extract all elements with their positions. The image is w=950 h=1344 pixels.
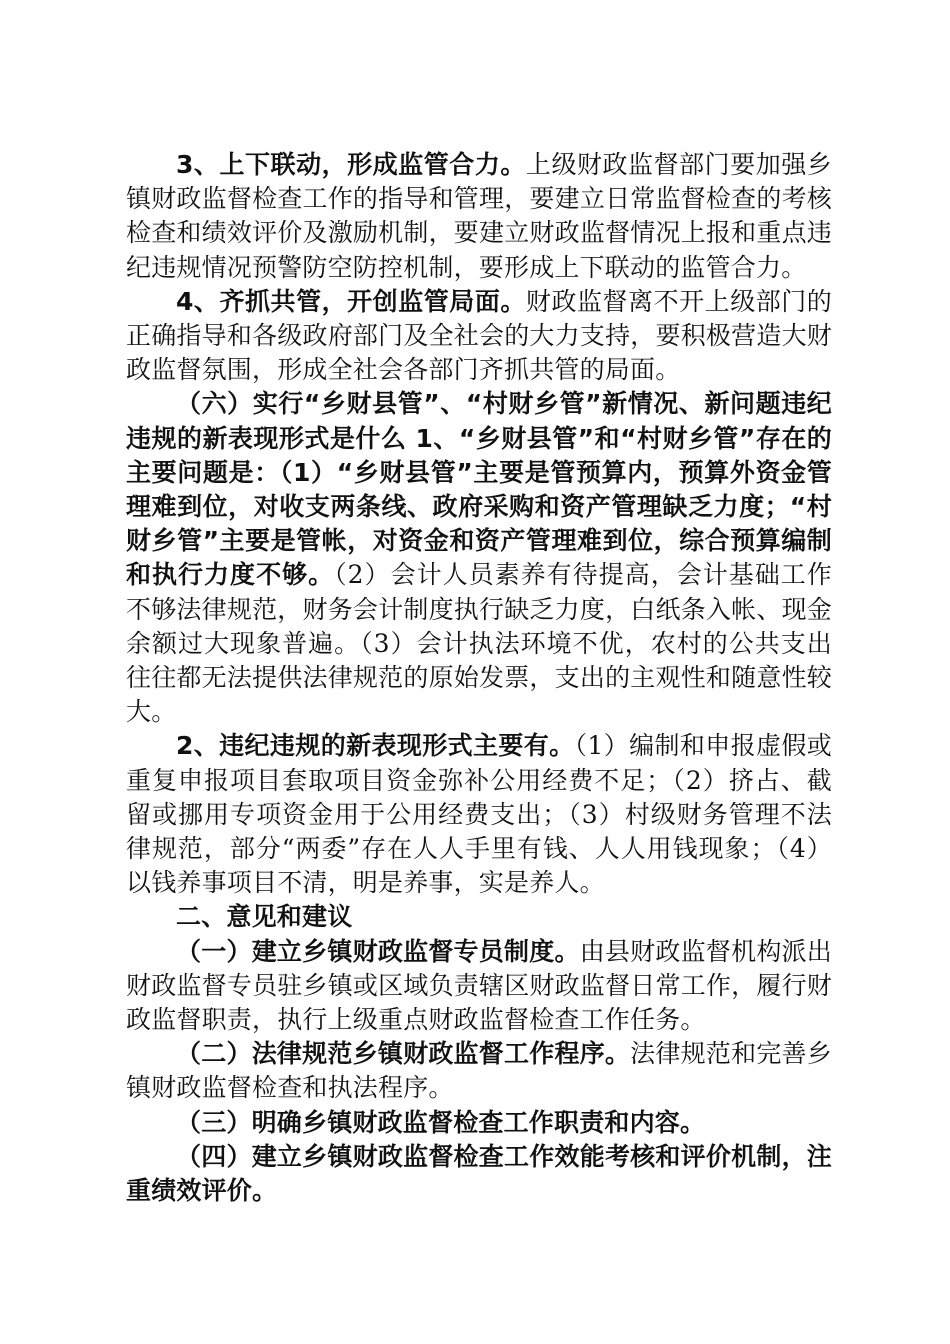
paragraph-suggestion-one — [126, 935, 832, 1038]
paragraph-section-six — [126, 387, 832, 729]
paragraph-joint-management — [126, 285, 832, 388]
paragraph-heading: （二）法律规范乡镇财政监督工作程序。 — [176, 1039, 631, 1069]
paragraph-heading: （一）建立乡镇财政监督专员制度。 — [176, 936, 580, 966]
paragraph-text: （1）编制和申报虚假或重复申报项目套取项目资金弥补公用经费不足；（2）挤占、截留或挪用专项资金用于公用经费支出；（3）村级财务管理不法律规范，部分“两委”存在人人手里有钱、人人用钱现象；（4）以钱养事项目不清，明是养事，实是养人。 — [126, 731, 832, 898]
paragraph-text: 法律规范和完善乡镇财政监督检查和执法程序。 — [126, 1039, 832, 1103]
paragraph-heading: （三）明确乡镇财政监督检查工作职责和内容。 — [176, 1107, 706, 1137]
paragraph-suggestion-three — [126, 1106, 832, 1140]
paragraph-violations — [126, 729, 832, 900]
paragraph-linkage — [126, 148, 832, 285]
paragraph-heading: （六）实行“乡财县管”、“村财乡管”新情况、新问题违纪违规的新表现形式是什么 1、“乡财县管”和“村财乡管”存在的主要问题是：（1）“乡财县管”主要是管预算内，预算外资金管理难到位，对收支两条线、政府采购和资产管理缺乏力度；“村财乡管”主要是管帐，对资金和资产管理难到位，综合预算编制和执行力度不够。 — [126, 389, 832, 590]
section-heading-suggestions — [126, 900, 832, 934]
paragraph-heading: 4、齐抓共管，开创监管局面。 — [176, 286, 526, 316]
paragraph-heading: 二、意见和建议 — [176, 902, 353, 932]
paragraph-text: （2）会计人员素养有待提高，会计基础工作不够法律规范，财务会计制度执行缺乏力度，白纸条入帐、现金余额过大现象普遍。（3）会计执法环境不优，农村的公共支出往往都无法提供法律规范的原始发票，支出的主观性和随意性较大。 — [126, 560, 832, 727]
paragraph-text: 上级财政监督部门要加强乡镇财政监督检查工作的指导和管理，要建立日常监督检查的考核检查和绩效评价及激励机制，要建立财政监督情况上报和重点违纪违规情况预警防空防控机制，要形成上下联动的监管合力。 — [126, 150, 832, 282]
paragraph-text: 由县财政监督机构派出财政监督专员驻乡镇或区域负责辖区财政监督日常工作，履行财政监督职责，执行上级重点财政监督检查工作任务。 — [126, 936, 832, 1035]
paragraph-suggestion-two — [126, 1037, 832, 1105]
paragraph-heading: 3、上下联动，形成监管合力。 — [176, 150, 526, 179]
paragraph-text: 财政监督离不开上级部门的正确指导和各级政府部门及全社会的大力支持，要积极营造大财政监督氛围，形成全社会各部门齐抓共管的局面。 — [126, 286, 832, 385]
paragraph-heading: （四）建立乡镇财政监督检查工作效能考核和评价机制，注重绩效评价。 — [126, 1141, 832, 1206]
paragraph-heading: 2、违纪违规的新表现形式主要有。 — [176, 731, 575, 761]
document-page — [126, 148, 832, 1208]
paragraph-suggestion-four — [126, 1140, 832, 1208]
